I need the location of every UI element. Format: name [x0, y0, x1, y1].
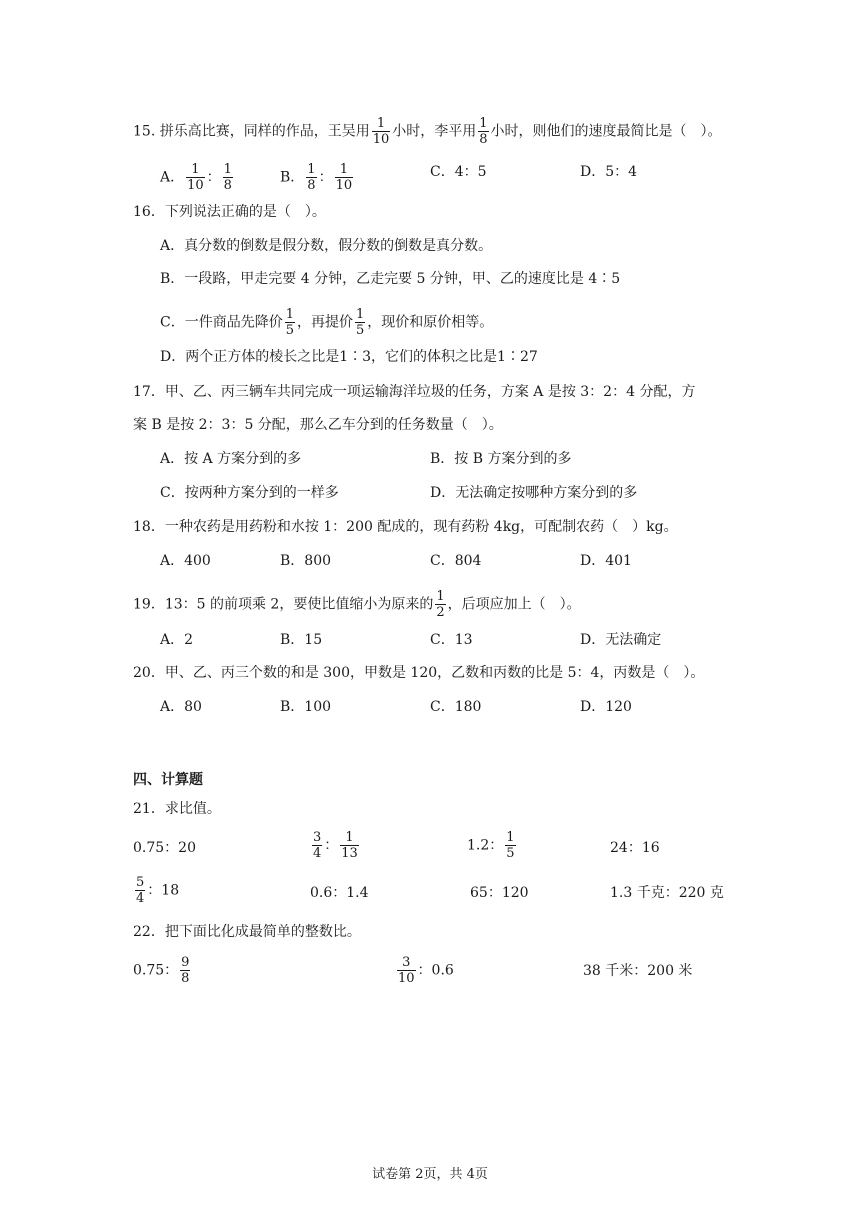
q22-item: 0.75： $\frac{9}{8}$ — [133, 955, 190, 986]
q19-option-a: A．2 — [160, 632, 194, 648]
q19-option-c: C．13 — [430, 632, 473, 648]
q15-option-a: A． $\frac{1}{10}$ ： $\frac{1}{8}$ — [160, 162, 232, 193]
q22-item: 38 千米：200 米 — [583, 963, 693, 979]
q21-item: $\frac{3}{4}$ ： $\frac{1}{13}$ — [313, 830, 358, 861]
q18-option-c: C．804 — [430, 553, 482, 569]
q15-stem: 15. 拼乐高比赛，同样的作品，王吴用 $\frac{1}{10}$ 小时，李平用 $\frac{1}{8}$ 小时，则他们的速度最简比是（ ）。 — [133, 116, 722, 147]
page-footer: 试卷第 2页，共 4页 — [372, 1167, 488, 1182]
q21-item: 24：16 — [610, 840, 660, 856]
q15-option-b: B． $\frac{1}{8}$ ： $\frac{1}{10}$ — [280, 162, 353, 193]
q20-option-a: A．80 — [160, 699, 202, 715]
q21-item: 1.2： $\frac{1}{5}$ — [467, 830, 515, 861]
q18-stem: 18．一种农药是用药粉和水按 1：200 配成的，现有药粉 4kg，可配制农药（ ）kg。 — [133, 519, 678, 535]
q16-option-c: C．一件商品先降价 $\frac{1}{5}$ ，再提价 $\frac{1}{5}$ ，现价和原价相等。 — [160, 307, 494, 338]
q16-stem: 16．下列说法正确的是（ ）。 — [133, 204, 326, 220]
q20-option-b: B．100 — [280, 699, 332, 715]
q17-option-a: A．按 A 方案分到的多 — [160, 451, 302, 467]
q19-option-d: D．无法确定 — [580, 632, 662, 648]
q18-option-b: B．800 — [280, 553, 332, 569]
q20-stem: 20．甲、乙、丙三个数的和是 300，甲数是 120，乙数和丙数的比是 5：4，丙数是（ ）。 — [133, 665, 705, 681]
q21-item: 65：120 — [470, 885, 529, 901]
q19-stem: 19．13：5 的前项乘 2，要使比值缩小为原来的 $\frac{1}{2}$ ，后项应加上（ ）。 — [133, 589, 581, 620]
q21-item: 1.3 千克：220 克 — [610, 885, 724, 901]
q21-item: 0.6：1.4 — [310, 885, 369, 901]
q20-option-d: D．120 — [580, 699, 632, 715]
fraction: $\frac{1}{8}$ — [479, 116, 488, 147]
q22-stem: 22．把下面比化成最简单的整数比。 — [133, 924, 361, 940]
q15-option-d: D．5：4 — [580, 164, 638, 180]
q20-option-c: C．180 — [430, 699, 482, 715]
q16-option-d: D．两个正方体的棱长之比是1∶3，它们的体积之比是1∶27 — [160, 349, 538, 365]
q17-option-d: D．无法确定按哪种方案分到的多 — [430, 485, 638, 501]
q21-item: 0.75：20 — [133, 840, 196, 856]
q17-option-b: B．按 B 方案分到的多 — [430, 451, 572, 467]
q17-stem-line2: 案 B 是按 2：3：5 分配，那么乙车分到的任务数量（ ）。 — [133, 417, 503, 433]
q21-item: $\frac{5}{4}$ ：18 — [136, 875, 180, 906]
q18-option-d: D．401 — [580, 553, 632, 569]
fraction: $\frac{1}{2}$ — [436, 589, 445, 620]
q22-item: $\frac{3}{10}$ ：0.6 — [398, 955, 454, 986]
fraction: $\frac{1}{10}$ — [372, 116, 390, 147]
q19-option-b: B．15 — [280, 632, 323, 648]
q16-option-a: A．真分数的倒数是假分数，假分数的倒数是真分数。 — [160, 238, 493, 254]
q16-option-b: B．一段路，甲走完要 4 分钟，乙走完要 5 分钟，甲、乙的速度比是 4∶5 — [160, 271, 621, 287]
q15-option-c: C．4：5 — [430, 164, 487, 180]
q17-option-c: C．按两种方案分到的一样多 — [160, 485, 339, 501]
q17-stem-line1: 17．甲、乙、丙三辆车共同完成一项运输海洋垃圾的任务，方案 A 是按 3：2：4 分配，方 — [133, 384, 696, 400]
section-heading: 四、计算题 — [133, 772, 203, 788]
q18-option-a: A．400 — [160, 553, 211, 569]
q21-stem: 21．求比值。 — [133, 801, 221, 817]
